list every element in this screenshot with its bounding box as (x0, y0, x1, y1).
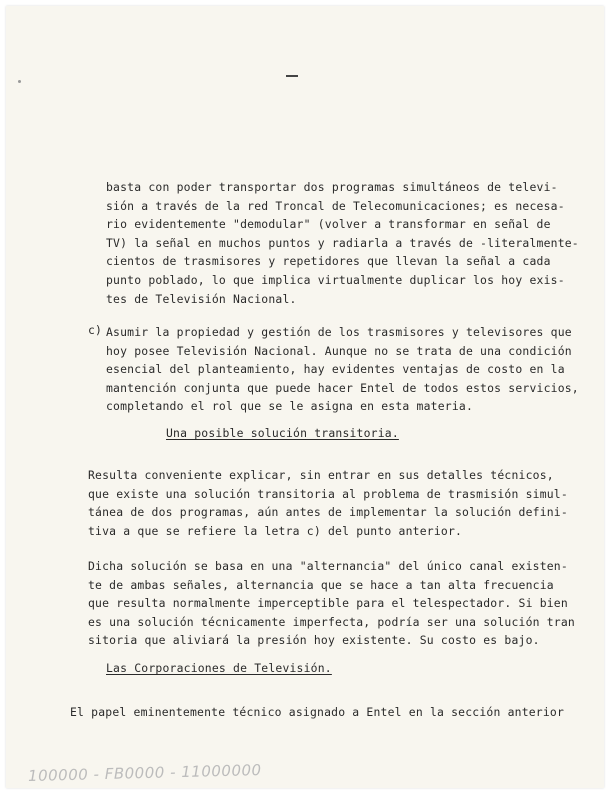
text-line: hoy posee Televisión Nacional. Aunque no se trata de una condición (106, 343, 572, 358)
text-line: que existe una solución transitoria al problema de trasmisión simul- (88, 486, 568, 501)
text-line: Dicha solución se basa en una "alternancia" del único canal existen- (88, 559, 568, 573)
text-line: TV) la señal en muchos puntos y radiarla a través de -literalmente- (106, 235, 579, 250)
section-heading: Las Corporaciones de Televisión. (106, 661, 332, 675)
paragraph-2 (88, 466, 568, 540)
archive-stamp: 100000 - FB0000 - 11000000 (27, 760, 262, 786)
text-line: es una solución técnicamente imperfecta, podría ser una solución tran (88, 614, 575, 629)
paragraph-1 (106, 178, 579, 308)
text-line: tánea de dos programas, aún antes de implementar la solución defini- (88, 505, 568, 520)
text-line: cientos de trasmisores y repetidores que llevan la señal a cada (106, 254, 551, 269)
scan-speck (18, 80, 21, 83)
text-line: esencial del planteamiento, hay evidentes ventajas de costo en la (106, 362, 565, 377)
text-line: basta con poder transportar dos programas simultáneos de televi- (106, 180, 558, 194)
text-line: sitoria que aliviará la presión hoy existente. Su costo es bajo. (88, 633, 540, 648)
text-line: tiva a que se refiere la letra c) del punto anterior. (88, 523, 463, 538)
text-line: sión a través de la red Troncal de Telecomunicaciones; es necesa- (106, 198, 565, 213)
text-line: El papel eminentemente técnico asignado a Entel en la sección anterior (70, 705, 565, 719)
text-line: rio evidentemente "demodular" (volver a transformar en señal de (106, 217, 551, 232)
text-line: Asumir la propiedad y gestión de los trasmisores y televisores que (106, 325, 572, 339)
text-line: tes de Televisión Nacional. (106, 291, 297, 306)
paragraph-3 (88, 557, 575, 650)
list-item-marker: c) (88, 323, 103, 337)
text-line: completando el rol que se le asigna en esta materia. (106, 399, 474, 414)
text-line: punto poblado, lo que implica virtualmente duplicar los hoy exis- (106, 272, 565, 287)
section-heading: Una posible solución transitoria. (166, 426, 399, 440)
text-line: Resulta conveniente explicar, sin entrar en sus detalles técnicos, (88, 468, 554, 482)
page-mark (286, 75, 298, 77)
text-line: mantención conjunta que puede hacer Entel de todos estos servicios, (106, 380, 579, 395)
paragraph-4 (70, 703, 564, 722)
text-line: te de ambas señales, alternancia que se hace a tan alta frecuencia (88, 577, 554, 592)
document-page (6, 6, 604, 788)
text-line: que resulta normalmente imperceptible para el telespectador. Si bien (88, 596, 568, 611)
list-item-c (106, 323, 579, 416)
